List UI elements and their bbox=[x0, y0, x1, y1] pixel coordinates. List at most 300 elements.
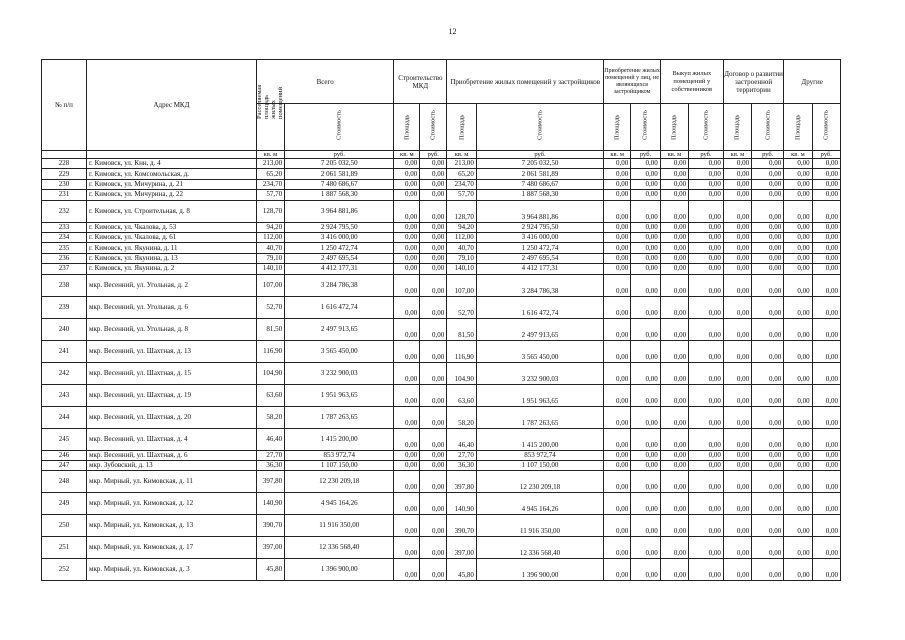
unit-cell bbox=[87, 151, 257, 159]
other-cost-cell: 0,00 bbox=[752, 179, 784, 189]
row-number-cell: 230 bbox=[42, 179, 87, 189]
address-cell: мкр. Весенний, ул. Шахтная, д. 15 bbox=[87, 362, 257, 384]
table-row bbox=[42, 450, 841, 460]
other-area-cell: 0,00 bbox=[723, 515, 751, 537]
construction-cost-cell: 0,00 bbox=[420, 179, 447, 189]
other-area-cell: 0,00 bbox=[604, 460, 631, 470]
other-area-cell: 0,00 bbox=[604, 559, 631, 581]
table-row bbox=[42, 515, 841, 537]
other-area-cell: 0,00 bbox=[660, 340, 688, 362]
table-row bbox=[42, 243, 841, 253]
other-area-cell: 0,00 bbox=[604, 243, 631, 253]
developer-cost-cell: 2 497 695,54 bbox=[476, 253, 603, 263]
address-cell: мкр. Мирный, ул. Кимовская, д. 17 bbox=[87, 537, 257, 559]
other-area-cell: 0,00 bbox=[723, 384, 751, 406]
other-area-cell: 0,00 bbox=[604, 428, 631, 450]
total-cost-cell: 1 616 472,74 bbox=[285, 296, 394, 318]
other-area-cell: 0,00 bbox=[784, 559, 812, 581]
col-num-header: № п/п bbox=[42, 60, 87, 151]
other-area-cell: 0,00 bbox=[660, 253, 688, 263]
other-cost-cell: 0,00 bbox=[689, 179, 724, 189]
table-row bbox=[42, 190, 841, 200]
other-area-cell: 0,00 bbox=[660, 232, 688, 242]
other-area-cell: 0,00 bbox=[604, 296, 631, 318]
other-cost-cell: 0,00 bbox=[812, 471, 840, 493]
other-area-cell: 0,00 bbox=[604, 232, 631, 242]
other-area-cell: 0,00 bbox=[604, 537, 631, 559]
developer-cost-cell: 1 787 263,65 bbox=[476, 406, 603, 428]
other-cost-cell: 0,00 bbox=[689, 340, 724, 362]
total-cost-cell: 853 972,74 bbox=[285, 450, 394, 460]
other-cost-cell: 0,00 bbox=[752, 264, 784, 274]
construction-area-cell: 0,00 bbox=[394, 264, 420, 274]
other-cost-cell: 0,00 bbox=[752, 190, 784, 200]
sub-header: Расселяемая площадь жилых помещений bbox=[256, 104, 284, 151]
unit-cell: кв. м bbox=[604, 151, 631, 159]
other-cost-cell: 0,00 bbox=[631, 200, 661, 222]
other-cost-cell: 0,00 bbox=[812, 340, 840, 362]
construction-cost-cell: 0,00 bbox=[420, 159, 447, 169]
sub-header: Площадь bbox=[447, 104, 477, 151]
developer-cost-cell: 3 232 900,03 bbox=[476, 362, 603, 384]
other-area-cell: 0,00 bbox=[660, 460, 688, 470]
total-area-cell: 27,70 bbox=[256, 450, 284, 460]
row-number-cell: 234 bbox=[42, 232, 87, 242]
row-number-cell: 235 bbox=[42, 243, 87, 253]
other-area-cell: 0,00 bbox=[784, 274, 812, 296]
other-cost-cell: 0,00 bbox=[812, 537, 840, 559]
address-cell: г. Кимовск, ул. Якунина, д. 2 bbox=[87, 264, 257, 274]
total-area-cell: 79,10 bbox=[256, 253, 284, 263]
other-area-cell: 0,00 bbox=[723, 232, 751, 242]
other-area-cell: 0,00 bbox=[723, 296, 751, 318]
total-area-cell: 397,80 bbox=[256, 471, 284, 493]
other-area-cell: 0,00 bbox=[604, 222, 631, 232]
row-number-cell: 240 bbox=[42, 318, 87, 340]
construction-cost-cell: 0,00 bbox=[420, 232, 447, 242]
unit-cell bbox=[42, 151, 87, 159]
other-cost-cell: 0,00 bbox=[689, 253, 724, 263]
other-cost-cell: 0,00 bbox=[689, 222, 724, 232]
total-cost-cell: 4 945 164,26 bbox=[285, 493, 394, 515]
construction-area-cell: 0,00 bbox=[394, 253, 420, 263]
developer-cost-cell: 853 972,74 bbox=[476, 450, 603, 460]
sub-header: Стоимость bbox=[420, 104, 447, 151]
other-cost-cell: 0,00 bbox=[752, 243, 784, 253]
address-cell: г. Кимовск, ул. Комсомольская, д. bbox=[87, 169, 257, 179]
other-area-cell: 0,00 bbox=[604, 362, 631, 384]
other-cost-cell: 0,00 bbox=[812, 190, 840, 200]
other-area-cell: 0,00 bbox=[784, 169, 812, 179]
other-area-cell: 0,00 bbox=[723, 493, 751, 515]
total-cost-cell: 1 250 472,74 bbox=[285, 243, 394, 253]
other-cost-cell: 0,00 bbox=[631, 159, 661, 169]
address-cell: мкр. Весенний, ул. Шахтная, д. 6 bbox=[87, 450, 257, 460]
other-area-cell: 0,00 bbox=[784, 232, 812, 242]
construction-area-cell: 0,00 bbox=[394, 232, 420, 242]
other-cost-cell: 0,00 bbox=[812, 428, 840, 450]
other-cost-cell: 0,00 bbox=[812, 296, 840, 318]
unit-cell: кв. м bbox=[447, 151, 477, 159]
row-number-cell: 231 bbox=[42, 190, 87, 200]
table-row bbox=[42, 264, 841, 274]
construction-area-cell: 0,00 bbox=[394, 179, 420, 189]
developer-cost-cell: 3 964 881,86 bbox=[476, 200, 603, 222]
construction-cost-cell: 0,00 bbox=[420, 296, 447, 318]
other-cost-cell: 0,00 bbox=[752, 340, 784, 362]
total-cost-cell: 3 232 900,03 bbox=[285, 362, 394, 384]
row-number-cell: 247 bbox=[42, 460, 87, 470]
table-row bbox=[42, 274, 841, 296]
other-area-cell: 0,00 bbox=[784, 318, 812, 340]
row-number-cell: 251 bbox=[42, 537, 87, 559]
total-area-cell: 390,70 bbox=[256, 515, 284, 537]
total-cost-cell: 3 565 450,00 bbox=[285, 340, 394, 362]
developer-cost-cell: 4 945 164,26 bbox=[476, 493, 603, 515]
unit-cell: руб. bbox=[285, 151, 394, 159]
other-cost-cell: 0,00 bbox=[631, 318, 661, 340]
row-number-cell: 239 bbox=[42, 296, 87, 318]
developer-area-cell: 140,10 bbox=[447, 264, 477, 274]
other-area-cell: 0,00 bbox=[784, 384, 812, 406]
table-row bbox=[42, 559, 841, 581]
other-area-cell: 0,00 bbox=[723, 253, 751, 263]
developer-area-cell: 116,90 bbox=[447, 340, 477, 362]
group-header: Всего bbox=[256, 60, 394, 104]
total-cost-cell: 2 061 581,89 bbox=[285, 169, 394, 179]
table-row bbox=[42, 169, 841, 179]
total-area-cell: 57,70 bbox=[256, 190, 284, 200]
other-cost-cell: 0,00 bbox=[752, 253, 784, 263]
other-area-cell: 0,00 bbox=[784, 253, 812, 263]
construction-area-cell: 0,00 bbox=[394, 340, 420, 362]
other-cost-cell: 0,00 bbox=[689, 428, 724, 450]
developer-cost-cell: 3 416 000,00 bbox=[476, 232, 603, 242]
developer-cost-cell: 12 230 209,18 bbox=[476, 471, 603, 493]
group-header: Договор о развитии застроенной территории bbox=[723, 60, 783, 104]
other-area-cell: 0,00 bbox=[784, 190, 812, 200]
construction-area-cell: 0,00 bbox=[394, 537, 420, 559]
table-row bbox=[42, 318, 841, 340]
other-cost-cell: 0,00 bbox=[631, 537, 661, 559]
other-cost-cell: 0,00 bbox=[689, 406, 724, 428]
other-cost-cell: 0,00 bbox=[812, 253, 840, 263]
page-number: 12 bbox=[448, 27, 457, 36]
other-area-cell: 0,00 bbox=[660, 537, 688, 559]
sub-header: Стоимость bbox=[285, 104, 394, 151]
construction-cost-cell: 0,00 bbox=[420, 190, 447, 200]
row-number-cell: 246 bbox=[42, 450, 87, 460]
developer-area-cell: 397,00 bbox=[447, 537, 477, 559]
total-area-cell: 104,90 bbox=[256, 362, 284, 384]
developer-cost-cell: 1 250 472,74 bbox=[476, 243, 603, 253]
construction-cost-cell: 0,00 bbox=[420, 200, 447, 222]
table-row bbox=[42, 362, 841, 384]
unit-cell: кв. м bbox=[784, 151, 812, 159]
other-cost-cell: 0,00 bbox=[812, 493, 840, 515]
other-area-cell: 0,00 bbox=[604, 190, 631, 200]
total-area-cell: 128,70 bbox=[256, 200, 284, 222]
other-area-cell: 0,00 bbox=[784, 471, 812, 493]
other-area-cell: 0,00 bbox=[604, 384, 631, 406]
other-cost-cell: 0,00 bbox=[689, 200, 724, 222]
other-cost-cell: 0,00 bbox=[752, 159, 784, 169]
other-cost-cell: 0,00 bbox=[752, 222, 784, 232]
construction-area-cell: 0,00 bbox=[394, 243, 420, 253]
other-area-cell: 0,00 bbox=[784, 428, 812, 450]
other-cost-cell: 0,00 bbox=[631, 428, 661, 450]
address-cell: г. Кимовск, ул. Строительная, д. 8 bbox=[87, 200, 257, 222]
other-cost-cell: 0,00 bbox=[631, 243, 661, 253]
table-row bbox=[42, 406, 841, 428]
sub-header: Стоимость bbox=[631, 104, 661, 151]
other-area-cell: 0,00 bbox=[660, 274, 688, 296]
construction-cost-cell: 0,00 bbox=[420, 537, 447, 559]
other-cost-cell: 0,00 bbox=[631, 471, 661, 493]
other-cost-cell: 0,00 bbox=[689, 362, 724, 384]
developer-area-cell: 45,80 bbox=[447, 559, 477, 581]
other-cost-cell: 0,00 bbox=[689, 169, 724, 179]
developer-cost-cell: 12 336 568,40 bbox=[476, 537, 603, 559]
developer-cost-cell: 2 061 581,89 bbox=[476, 169, 603, 179]
sub-header: Площадь bbox=[660, 104, 688, 151]
other-cost-cell: 0,00 bbox=[689, 471, 724, 493]
total-cost-cell: 1 415 200,00 bbox=[285, 428, 394, 450]
other-cost-cell: 0,00 bbox=[631, 384, 661, 406]
other-cost-cell: 0,00 bbox=[689, 559, 724, 581]
other-area-cell: 0,00 bbox=[723, 460, 751, 470]
construction-cost-cell: 0,00 bbox=[420, 340, 447, 362]
other-cost-cell: 0,00 bbox=[812, 222, 840, 232]
construction-area-cell: 0,00 bbox=[394, 169, 420, 179]
total-area-cell: 40,70 bbox=[256, 243, 284, 253]
other-area-cell: 0,00 bbox=[604, 179, 631, 189]
total-area-cell: 112,00 bbox=[256, 232, 284, 242]
row-number-cell: 233 bbox=[42, 222, 87, 232]
other-area-cell: 0,00 bbox=[660, 318, 688, 340]
other-cost-cell: 0,00 bbox=[631, 515, 661, 537]
other-cost-cell: 0,00 bbox=[689, 460, 724, 470]
construction-cost-cell: 0,00 bbox=[420, 428, 447, 450]
header-groups bbox=[42, 60, 841, 104]
construction-area-cell: 0,00 bbox=[394, 515, 420, 537]
unit-cell: руб. bbox=[631, 151, 661, 159]
total-cost-cell: 2 497 913,65 bbox=[285, 318, 394, 340]
other-cost-cell: 0,00 bbox=[631, 559, 661, 581]
other-area-cell: 0,00 bbox=[604, 340, 631, 362]
other-area-cell: 0,00 bbox=[660, 296, 688, 318]
developer-cost-cell: 1 951 963,65 bbox=[476, 384, 603, 406]
other-cost-cell: 0,00 bbox=[689, 159, 724, 169]
other-cost-cell: 0,00 bbox=[812, 559, 840, 581]
address-cell: мкр. Мирный, ул. Кимовская, д. 13 bbox=[87, 515, 257, 537]
other-area-cell: 0,00 bbox=[660, 200, 688, 222]
group-header: Приобретение жилых помещений у застройщиков bbox=[447, 60, 604, 104]
total-area-cell: 81,50 bbox=[256, 318, 284, 340]
row-number-cell: 241 bbox=[42, 340, 87, 362]
other-cost-cell: 0,00 bbox=[631, 169, 661, 179]
row-number-cell: 250 bbox=[42, 515, 87, 537]
developer-area-cell: 52,70 bbox=[447, 296, 477, 318]
developer-cost-cell: 11 916 350,00 bbox=[476, 515, 603, 537]
address-cell: мкр. Весенний, ул. Угольная, д. 8 bbox=[87, 318, 257, 340]
total-area-cell: 140,90 bbox=[256, 493, 284, 515]
row-number-cell: 249 bbox=[42, 493, 87, 515]
sub-header: Площадь bbox=[604, 104, 631, 151]
total-area-cell: 52,70 bbox=[256, 296, 284, 318]
construction-area-cell: 0,00 bbox=[394, 190, 420, 200]
developer-area-cell: 128,70 bbox=[447, 200, 477, 222]
resettlement-table bbox=[41, 59, 841, 581]
total-cost-cell: 7 480 686,67 bbox=[285, 179, 394, 189]
table-row bbox=[42, 340, 841, 362]
total-cost-cell: 1 787 263,65 bbox=[285, 406, 394, 428]
other-cost-cell: 0,00 bbox=[812, 179, 840, 189]
unit-cell: кв. м bbox=[723, 151, 751, 159]
unit-cell: кв. м bbox=[256, 151, 284, 159]
other-cost-cell: 0,00 bbox=[752, 362, 784, 384]
developer-cost-cell: 1 415 200,00 bbox=[476, 428, 603, 450]
other-cost-cell: 0,00 bbox=[752, 200, 784, 222]
other-area-cell: 0,00 bbox=[604, 450, 631, 460]
other-cost-cell: 0,00 bbox=[812, 515, 840, 537]
other-cost-cell: 0,00 bbox=[631, 264, 661, 274]
developer-area-cell: 79,10 bbox=[447, 253, 477, 263]
sub-header: Площадь bbox=[723, 104, 751, 151]
other-area-cell: 0,00 bbox=[784, 179, 812, 189]
other-cost-cell: 0,00 bbox=[812, 232, 840, 242]
other-cost-cell: 0,00 bbox=[812, 406, 840, 428]
table-row bbox=[42, 253, 841, 263]
construction-area-cell: 0,00 bbox=[394, 362, 420, 384]
other-cost-cell: 0,00 bbox=[752, 537, 784, 559]
other-area-cell: 0,00 bbox=[784, 460, 812, 470]
row-number-cell: 238 bbox=[42, 274, 87, 296]
total-area-cell: 46,40 bbox=[256, 428, 284, 450]
other-cost-cell: 0,00 bbox=[812, 362, 840, 384]
row-number-cell: 228 bbox=[42, 159, 87, 169]
other-area-cell: 0,00 bbox=[660, 169, 688, 179]
other-area-cell: 0,00 bbox=[723, 179, 751, 189]
address-cell: г. Кимовск, ул. Якунина, д. 13 bbox=[87, 253, 257, 263]
total-area-cell: 140,10 bbox=[256, 264, 284, 274]
developer-area-cell: 390,70 bbox=[447, 515, 477, 537]
construction-area-cell: 0,00 bbox=[394, 559, 420, 581]
sub-header: Стоимость bbox=[752, 104, 784, 151]
unit-cell: кв. м bbox=[660, 151, 688, 159]
total-area-cell: 36,30 bbox=[256, 460, 284, 470]
total-area-cell: 63,60 bbox=[256, 384, 284, 406]
construction-cost-cell: 0,00 bbox=[420, 515, 447, 537]
row-number-cell: 243 bbox=[42, 384, 87, 406]
developer-area-cell: 36,30 bbox=[447, 460, 477, 470]
row-number-cell: 232 bbox=[42, 200, 87, 222]
other-area-cell: 0,00 bbox=[723, 200, 751, 222]
construction-cost-cell: 0,00 bbox=[420, 243, 447, 253]
other-area-cell: 0,00 bbox=[660, 179, 688, 189]
other-cost-cell: 0,00 bbox=[631, 179, 661, 189]
address-cell: г. Кимовск, ул. Якунина, д. 11 bbox=[87, 243, 257, 253]
developer-area-cell: 46,40 bbox=[447, 428, 477, 450]
other-cost-cell: 0,00 bbox=[752, 232, 784, 242]
other-area-cell: 0,00 bbox=[784, 264, 812, 274]
other-area-cell: 0,00 bbox=[723, 222, 751, 232]
address-cell: г. Кимовск, ул. Чкалова, д. 61 bbox=[87, 232, 257, 242]
other-cost-cell: 0,00 bbox=[689, 493, 724, 515]
construction-cost-cell: 0,00 bbox=[420, 450, 447, 460]
other-cost-cell: 0,00 bbox=[752, 406, 784, 428]
other-cost-cell: 0,00 bbox=[812, 264, 840, 274]
developer-area-cell: 63,60 bbox=[447, 384, 477, 406]
construction-area-cell: 0,00 bbox=[394, 493, 420, 515]
other-cost-cell: 0,00 bbox=[812, 384, 840, 406]
construction-area-cell: 0,00 bbox=[394, 159, 420, 169]
row-number-cell: 245 bbox=[42, 428, 87, 450]
address-cell: мкр. Весенний, ул. Шахтная, д. 20 bbox=[87, 406, 257, 428]
construction-cost-cell: 0,00 bbox=[420, 318, 447, 340]
construction-area-cell: 0,00 bbox=[394, 200, 420, 222]
other-area-cell: 0,00 bbox=[723, 274, 751, 296]
other-cost-cell: 0,00 bbox=[631, 460, 661, 470]
other-cost-cell: 0,00 bbox=[689, 384, 724, 406]
unit-cell: руб. bbox=[812, 151, 840, 159]
other-area-cell: 0,00 bbox=[723, 559, 751, 581]
developer-cost-cell: 7 205 032,50 bbox=[476, 159, 603, 169]
other-area-cell: 0,00 bbox=[723, 169, 751, 179]
other-area-cell: 0,00 bbox=[660, 515, 688, 537]
other-area-cell: 0,00 bbox=[604, 274, 631, 296]
other-cost-cell: 0,00 bbox=[689, 296, 724, 318]
other-area-cell: 0,00 bbox=[660, 450, 688, 460]
construction-area-cell: 0,00 bbox=[394, 318, 420, 340]
total-cost-cell: 1 396 900,00 bbox=[285, 559, 394, 581]
total-area-cell: 397,00 bbox=[256, 537, 284, 559]
other-area-cell: 0,00 bbox=[660, 559, 688, 581]
other-cost-cell: 0,00 bbox=[812, 318, 840, 340]
other-cost-cell: 0,00 bbox=[752, 296, 784, 318]
total-cost-cell: 7 205 032,50 bbox=[285, 159, 394, 169]
other-cost-cell: 0,00 bbox=[631, 340, 661, 362]
sub-header: Стоимость bbox=[689, 104, 724, 151]
developer-cost-cell: 1 887 568,30 bbox=[476, 190, 603, 200]
other-cost-cell: 0,00 bbox=[812, 169, 840, 179]
other-cost-cell: 0,00 bbox=[689, 274, 724, 296]
table-row bbox=[42, 232, 841, 242]
other-area-cell: 0,00 bbox=[604, 264, 631, 274]
table-row bbox=[42, 471, 841, 493]
other-area-cell: 0,00 bbox=[660, 159, 688, 169]
other-area-cell: 0,00 bbox=[723, 428, 751, 450]
other-cost-cell: 0,00 bbox=[752, 515, 784, 537]
other-cost-cell: 0,00 bbox=[752, 428, 784, 450]
other-area-cell: 0,00 bbox=[784, 296, 812, 318]
other-cost-cell: 0,00 bbox=[689, 318, 724, 340]
construction-cost-cell: 0,00 bbox=[420, 493, 447, 515]
developer-area-cell: 58,20 bbox=[447, 406, 477, 428]
table-row bbox=[42, 159, 841, 169]
other-area-cell: 0,00 bbox=[723, 406, 751, 428]
other-area-cell: 0,00 bbox=[604, 318, 631, 340]
construction-area-cell: 0,00 bbox=[394, 460, 420, 470]
other-area-cell: 0,00 bbox=[604, 169, 631, 179]
developer-area-cell: 234,70 bbox=[447, 179, 477, 189]
row-number-cell: 248 bbox=[42, 471, 87, 493]
other-cost-cell: 0,00 bbox=[689, 264, 724, 274]
other-cost-cell: 0,00 bbox=[631, 190, 661, 200]
total-area-cell: 65,20 bbox=[256, 169, 284, 179]
developer-cost-cell: 1 616 472,74 bbox=[476, 296, 603, 318]
other-area-cell: 0,00 bbox=[604, 493, 631, 515]
